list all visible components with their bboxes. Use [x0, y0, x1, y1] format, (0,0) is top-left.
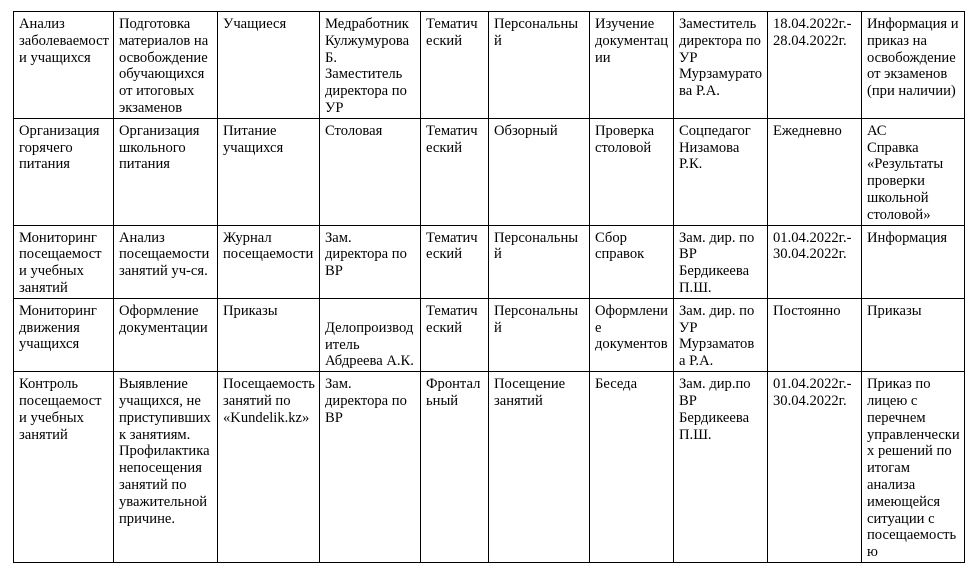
table-row — [14, 298, 965, 371]
cell-control-form: Обзорный — [489, 118, 590, 225]
control-plan-table — [13, 11, 965, 563]
cell-responsible: Соцпедагог Низамова Р.К. — [674, 118, 768, 225]
cell-responsible-subject: Медработник Кулжумурова Б. Заместитель директора по УР — [320, 12, 421, 119]
cell-control-subject: Посещаемость занятий по «Kundelik.kz» — [218, 372, 320, 563]
cell-control-goal: Подготовка материалов на освобождение обучающихся от итоговых экзаменов — [114, 12, 218, 119]
cell-control-type: Тематич еский — [421, 298, 489, 371]
cell-dates: 18.04.2022г.-28.04.2022г. — [768, 12, 862, 119]
table-row — [14, 372, 965, 563]
cell-control-type: Тематич еский — [421, 12, 489, 119]
cell-result: АС Справка «Результаты проверки школьной столовой» — [862, 118, 965, 225]
cell-result: Приказ по лицею с перечнем управленчески х решений по итогам анализа имеющейся ситуации с посещаемость ю — [862, 372, 965, 563]
cell-control-goal: Оформление документации — [114, 298, 218, 371]
cell-control-method: Проверка столовой — [590, 118, 674, 225]
cell-control-method: Беседа — [590, 372, 674, 563]
cell-control-method: Сбор справок — [590, 225, 674, 298]
cell-responsible: Зам. дир. по ВР Бердикеева П.Ш. — [674, 225, 768, 298]
cell-control-subject: Питание учащихся — [218, 118, 320, 225]
cell-dates: Ежедневно — [768, 118, 862, 225]
cell-responsible-subject: Зам. директора по ВР — [320, 372, 421, 563]
table-row — [14, 118, 965, 225]
cell-responsible: Зам. дир. по УР Мурзаматов а Р.А. — [674, 298, 768, 371]
cell-control-form: Персональный — [489, 298, 590, 371]
cell-control-type: Фронтал ьный — [421, 372, 489, 563]
cell-control-form: Посещение занятий — [489, 372, 590, 563]
cell-control-object: Мониторинг посещаемости учебных занятий — [14, 225, 114, 298]
cell-control-subject: Учащиеся — [218, 12, 320, 119]
cell-control-object: Организация горячего питания — [14, 118, 114, 225]
cell-responsible: Заместитель директора по УР Мурзамурато ва Р.А. — [674, 12, 768, 119]
cell-control-method: Изучение документац ии — [590, 12, 674, 119]
cell-control-type: Тематич еский — [421, 225, 489, 298]
cell-control-object: Анализ заболеваемост и учащихся — [14, 12, 114, 119]
cell-control-object: Контроль посещаемости учебных занятий — [14, 372, 114, 563]
cell-control-form: Персональный — [489, 225, 590, 298]
cell-responsible-subject: Зам. директора по ВР — [320, 225, 421, 298]
cell-dates: 01.04.2022г.-30.04.2022г. — [768, 372, 862, 563]
cell-control-form: Персональный — [489, 12, 590, 119]
cell-result: Информация и приказ на освобождение от экзаменов (при наличии) — [862, 12, 965, 119]
cell-dates: Постоянно — [768, 298, 862, 371]
table-row — [14, 12, 965, 119]
cell-result: Информация — [862, 225, 965, 298]
cell-responsible: Зам. дир.по ВР Бердикеева П.Ш. — [674, 372, 768, 563]
cell-control-goal: Выявление учащихся, не приступивших к занятиям. Профилактика непосещения занятий по уважительной причине. — [114, 372, 218, 563]
cell-control-goal: Анализ посещаемости занятий уч-ся. — [114, 225, 218, 298]
cell-control-subject: Приказы — [218, 298, 320, 371]
table-row — [14, 225, 965, 298]
cell-control-method: Оформлени е документов — [590, 298, 674, 371]
cell-control-type: Тематич еский — [421, 118, 489, 225]
cell-control-goal: Организация школьного питания — [114, 118, 218, 225]
cell-responsible-subject: Делопроизвод итель Абдреева А.К. — [320, 298, 421, 371]
cell-control-object: Мониторинг движения учащихся — [14, 298, 114, 371]
cell-responsible-subject: Столовая — [320, 118, 421, 225]
cell-control-subject: Журнал посещаемости — [218, 225, 320, 298]
cell-result: Приказы — [862, 298, 965, 371]
cell-dates: 01.04.2022г.-30.04.2022г. — [768, 225, 862, 298]
